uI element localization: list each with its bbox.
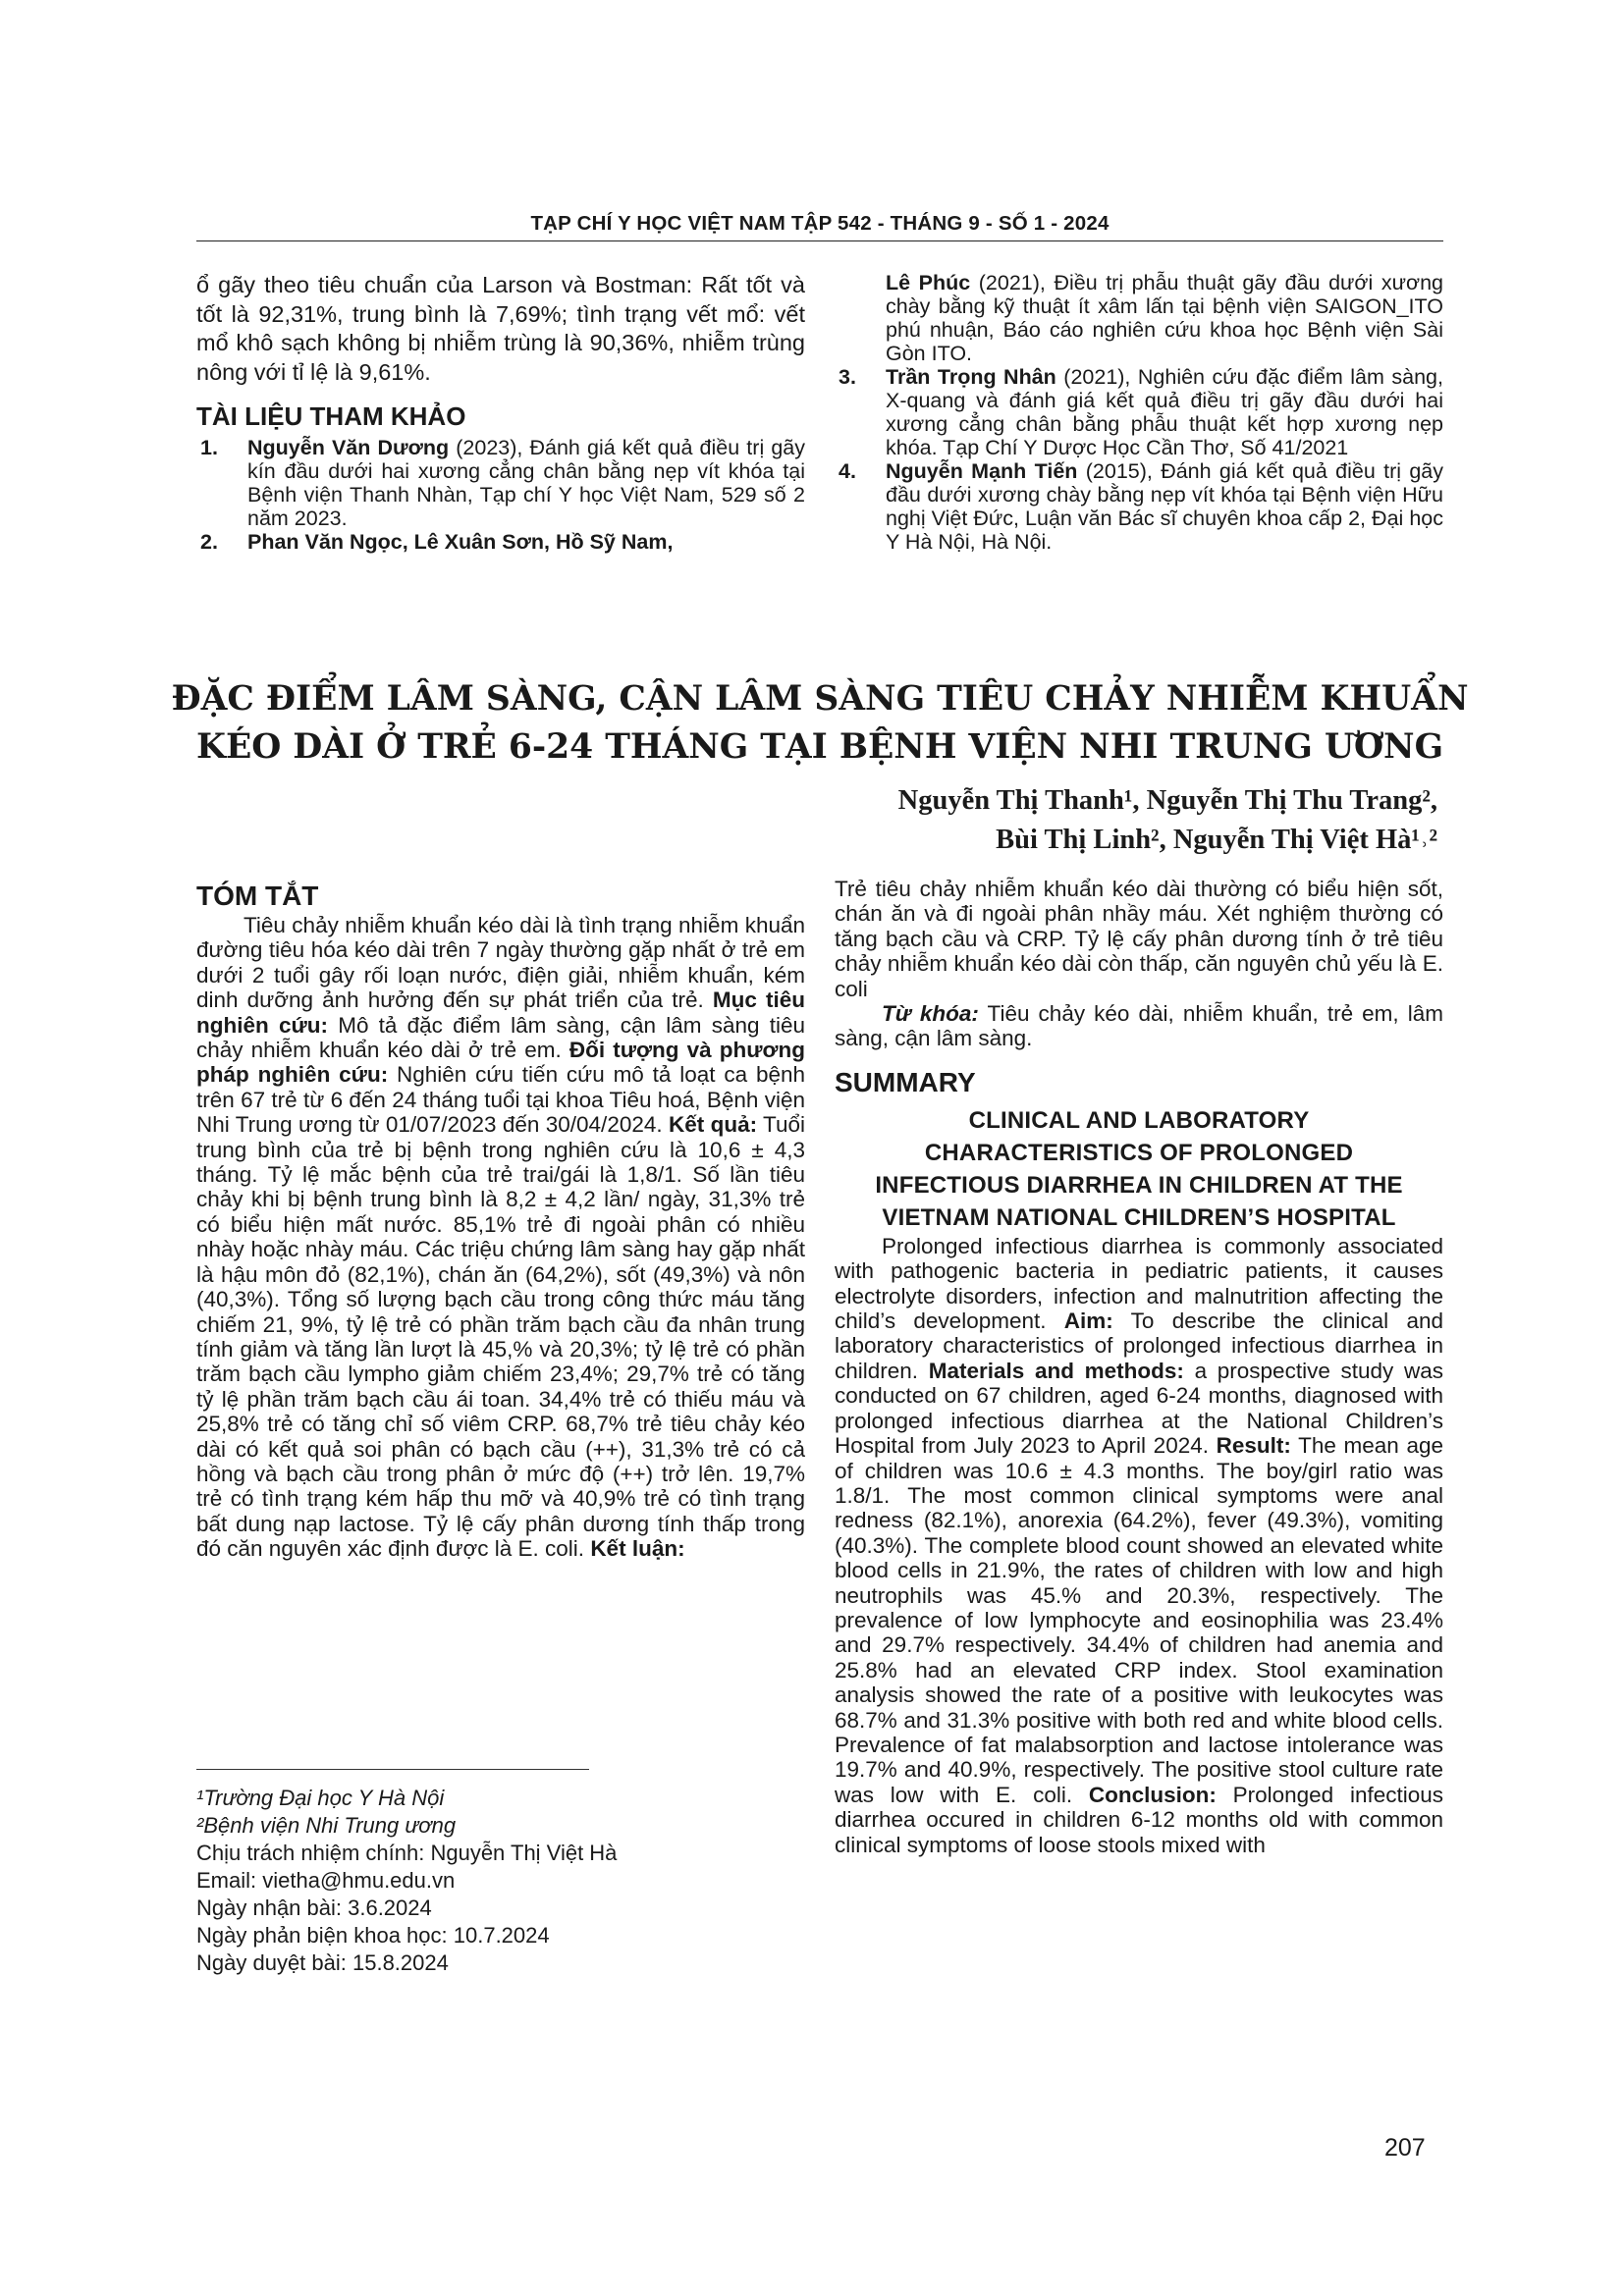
date-received: Ngày nhận bài: 3.6.2024 xyxy=(196,1896,432,1920)
reference-item xyxy=(835,271,1443,365)
date-reviewed: Ngày phản biện khoa học: 10.7.2024 xyxy=(196,1923,550,1948)
article-authors xyxy=(898,781,1437,860)
summary-body xyxy=(835,1234,1443,1857)
summary-title-line-3: INFECTIOUS DIARRHEA IN CHILDREN AT THE xyxy=(875,1171,1403,1199)
summary-title-line-1: CLINICAL AND LABORATORY xyxy=(968,1106,1310,1134)
summary-methods: a prospective study was conducted on 67 children, aged 6-24 months, diagnosed with prolonged infectious diarrhea at the National Children’s Hospital from July 2023 to April 2024. xyxy=(835,1358,1443,1459)
affiliation-1: ¹Trường Đại học Y Hà Nội xyxy=(196,1786,445,1810)
prev-article-right xyxy=(835,271,1443,554)
reference-authors: Lê Phúc xyxy=(886,271,971,294)
reference-number: 1. xyxy=(200,435,218,459)
summary-conclusion-label: Conclusion: xyxy=(1088,1782,1217,1807)
abstract-vi-methods-label: Đối tượng và phương pháp nghiên cứu: xyxy=(196,1038,805,1088)
reference-text: (2015), Đánh giá kết quả điều trị gãy đầu dưới xương chày bằng nẹp vít khóa tại Bệnh viện Hữu nghị Việt Đức, Luận văn Bác sĩ chuyên khoa cấp 2, Đại học Y Hà Nội, Hà Nội. xyxy=(886,459,1443,554)
running-header: TẠP CHÍ Y HỌC VIỆT NAM TẬP 542 - THÁNG 9 - SỐ 1 - 2024 xyxy=(530,212,1110,235)
reference-number: 4. xyxy=(839,459,856,483)
abstract-vi-results: Tuổi trung bình của trẻ bị bệnh trong nghiên cứu là 10,6 ± 4,3 tháng. Tỷ lệ mắc bệnh của trẻ trai/gái là 1,8/1. Số lần tiêu chảy khi bị bệnh trung bình là 8,2 ± 4,2 lần/ ngày, 31,3% trẻ có biểu hiện mất nước. 85,1% trẻ đi ngoài phân có nhiều nhày hoặc nhày máu. Các triệu chứng lâm sàng hay gặp nhất là hậu môn đỏ (82,1%), chán ăn (64,2%), sốt (49,3%) và nôn (40,3%). Tổng số lượng bạch cầu trong công thức máu tăng chiếm 21, 9%, tỷ lệ trẻ có phần trăm bạch cầu đa nhân trung tính giảm và tăng lần lượt là 45,% và 20,3%; tỷ lệ trẻ có phần trăm bạch cầu lympho giảm chiếm 23,4%; 29,7% trẻ có tăng tỷ lệ phần trăm bạch cầu ái toan. 34,4% trẻ có thiếu máu và 25,8% trẻ có tăng chỉ số viêm CRP. 68,7% trẻ tiêu chảy kéo dài có kết quả soi phân có bạch cầu (++), 31,3% trẻ có cả hồng và bạch cầu trong phân ở mức độ (++) trở lên. 19,7% trẻ có tình trạng kém hấp thu mỡ và 40,9% trẻ có tình trạng bất dung nạp lactose. Tỷ lệ cấy phân dương tính thấp trong đó căn nguyên xác định được là E. coli. xyxy=(196,1112,805,1562)
reference-authors: Phan Văn Ngọc, Lê Xuân Sơn, Hồ Sỹ Nam, xyxy=(247,529,674,554)
summary-title-line-4: VIETNAM NATIONAL CHILDREN’S HOSPITAL xyxy=(882,1203,1396,1231)
abstract-vi-aim: Mô tả đặc điểm lâm sàng, cận lâm sàng tiêu chảy nhiễm khuẩn kéo dài ở trẻ em. xyxy=(196,1012,805,1063)
abstract-vietnamese xyxy=(196,880,805,1562)
page-number: 207 xyxy=(1384,2134,1426,2162)
summary-intro: Prolonged infectious diarrhea is commonly associated with pathogenic bacteria in pediatric patients, it causes electrolyte disorders, infection and malnutrition affecting the child’s development. xyxy=(835,1233,1443,1334)
reference-text: (2021), Nghiên cứu đặc điểm lâm sàng, X-quang và đánh giá kết quả điều trị gãy đầu dưới hai xương cẳng chân bằng phẫu thuật kết hợp xương nẹp khóa. Tạp Chí Y Dược Học Cần Thơ, Số 41/2021 xyxy=(886,365,1443,459)
prev-article-left xyxy=(196,271,805,554)
reference-authors: Nguyễn Văn Dương xyxy=(247,435,450,459)
footnotes xyxy=(196,1785,785,1977)
abstract-vi-heading: TÓM TẮT xyxy=(196,881,319,911)
reference-number: 3. xyxy=(839,365,856,389)
keywords: Tiêu chảy kéo dài, nhiễm khuẩn, trẻ em, lâm sàng, cận lâm sàng. xyxy=(835,1001,1443,1051)
abstract-vi-aim-label: Mục tiêu nghiên cứu: xyxy=(196,988,805,1038)
abstract-right-column xyxy=(835,877,1443,1857)
footnote-rule xyxy=(196,1769,589,1770)
summary-conclusion: Prolonged infectious diarrhea occured in children 6-12 months old with common clinical symptoms of loose stools mixed with xyxy=(835,1782,1444,1857)
authors-line-1: Nguyễn Thị Thanh¹, Nguyễn Thị Thu Trang², xyxy=(897,785,1437,816)
article-title-line-2: KÉO DÀI Ở TRẺ 6-24 THÁNG TẠI BỆNH VIỆN NHI TRUNG ƯƠNG xyxy=(195,727,1444,767)
summary-aim-label: Aim: xyxy=(1063,1308,1113,1334)
affiliation-2: ²Bệnh viện Nhi Trung ương xyxy=(196,1813,457,1838)
email: Email: vietha@hmu.edu.vn xyxy=(196,1868,456,1893)
abstract-vi-continued xyxy=(835,877,1443,1001)
reference-item xyxy=(196,436,805,530)
summary-results: The mean age of children was 10.6 ± 4.3 months. The boy/girl ratio was 1.8/1. The most common clinical symptoms were anal redness (82.1%), anorexia (64.2%), fever (49.3%), vomiting (40.3%). The complete blood count showed an elevated white blood cells in 21.9%, the rates of children with low and high neutrophils was 45.% and 20.3%, respectively. The prevalence of low lymphocyte and eosinophilia was 23.4% and 29.7% respectively. 34.4% of children had anemia and 25.8% had an elevated CRP index. Stool examination analysis showed the rate of a positive with leukocytes was 68.7% and 31.3% positive with both red and white blood cells. Prevalence of fat malabsorption and lactose intolerance was 19.7% and 40.9%, respectively. The positive stool culture rate was low with E. coli. xyxy=(835,1433,1443,1807)
abstract-vi-conclusion-label: Kết luận: xyxy=(590,1536,685,1562)
summary-aim: To describe the clinical and laboratory characteristics of prolonged infectious diarrhea in children. xyxy=(835,1308,1443,1383)
reference-text: (2021), Điều trị phẫu thuật gãy đầu dưới xương chày bằng kỹ thuật ít xâm lấn tại bệnh viện SAIGON_ITO phú nhuận, Báo cáo nghiên cứu khoa học Bệnh viện Sài Gòn ITO. xyxy=(886,271,1443,365)
article-title-line-1: ĐẶC ĐIỂM LÂM SÀNG, CẬN LÂM SÀNG TIÊU CHẢY NHIỄM KHUẨN xyxy=(171,679,1469,719)
corresponding-author: Chịu trách nhiệm chính: Nguyễn Thị Việt Hà xyxy=(196,1841,618,1865)
reference-item xyxy=(835,459,1443,554)
reference-item xyxy=(196,530,805,554)
abstract-vi-intro: Tiêu chảy nhiễm khuẩn kéo dài là tình trạng nhiễm khuẩn đường tiêu hóa kéo dài trên 7 ngày thường gặp nhất ở trẻ em dưới 2 tuổi gây rối loạn nước, điện giải, nhiễm khuẩn, kém dinh dưỡng ảnh hưởng đến sự phát triển của trẻ. xyxy=(196,913,805,1013)
summary-results-label: Result: xyxy=(1216,1433,1291,1459)
authors-line-2: Bùi Thị Linh², Nguyễn Thị Việt Hà¹˒² xyxy=(996,825,1437,855)
references-title: TÀI LIỆU THAM KHẢO xyxy=(196,401,466,431)
reference-number: 2. xyxy=(200,529,218,554)
keywords-label: Từ khóa: xyxy=(882,1001,979,1027)
summary-title-line-2: CHARACTERISTICS OF PROLONGED xyxy=(924,1139,1354,1166)
header-rule xyxy=(196,240,1443,241)
reference-item xyxy=(835,365,1443,459)
prev-closing-paragraph: ổ gãy theo tiêu chuẩn của Larson và Bostman: Rất tốt và tốt là 92,31%, trung bình là 7,69%; tình trạng vết mổ: vết mổ khô sạch không bị nhiễm trùng là 90,36%, nhiễm trùng nông với tỉ lệ là 9,61%. xyxy=(196,272,805,385)
article-title xyxy=(167,675,1473,772)
abstract-vi-conclusion: Trẻ tiêu chảy nhiễm khuẩn kéo dài thường có biểu hiện sốt, chán ăn và đi ngoài phân nhầy máu. Xét nghiệm thường có tăng bạch cầu và CRP. Tỷ lệ cấy phân dương tính ở trẻ tiêu chảy nhiễm khuẩn kéo dài còn thấp, căn nguyên chủ yếu là E. coli xyxy=(835,877,1443,1001)
summary-heading: SUMMARY xyxy=(835,1066,976,1097)
summary-title xyxy=(835,1104,1443,1234)
summary-methods-label: Materials and methods: xyxy=(928,1358,1184,1383)
abstract-vi-results-label: Kết quả: xyxy=(668,1112,758,1138)
abstract-vi-body xyxy=(196,913,805,1562)
abstract-vi-keywords xyxy=(835,1001,1443,1051)
reference-text: (2023), Đánh giá kết quả điều trị gãy kín đầu dưới hai xương cẳng chân bằng nẹp vít khóa tại Bệnh viện Thanh Nhàn, Tạp chí Y học Việt Nam, 529 số 2 năm 2023. xyxy=(247,435,805,530)
reference-authors: Nguyễn Mạnh Tiến xyxy=(886,459,1078,483)
date-accepted: Ngày duyệt bài: 15.8.2024 xyxy=(196,1950,449,1975)
abstract-vi-methods: Nghiên cứu tiến cứu mô tả loạt ca bệnh trên 67 trẻ từ 6 đến 24 tháng tuổi tại khoa Tiêu hoá, Bệnh viện Nhi Trung ương từ 01/07/2023 đến 30/04/2024. xyxy=(196,1062,805,1138)
reference-authors: Trần Trọng Nhân xyxy=(886,365,1056,389)
